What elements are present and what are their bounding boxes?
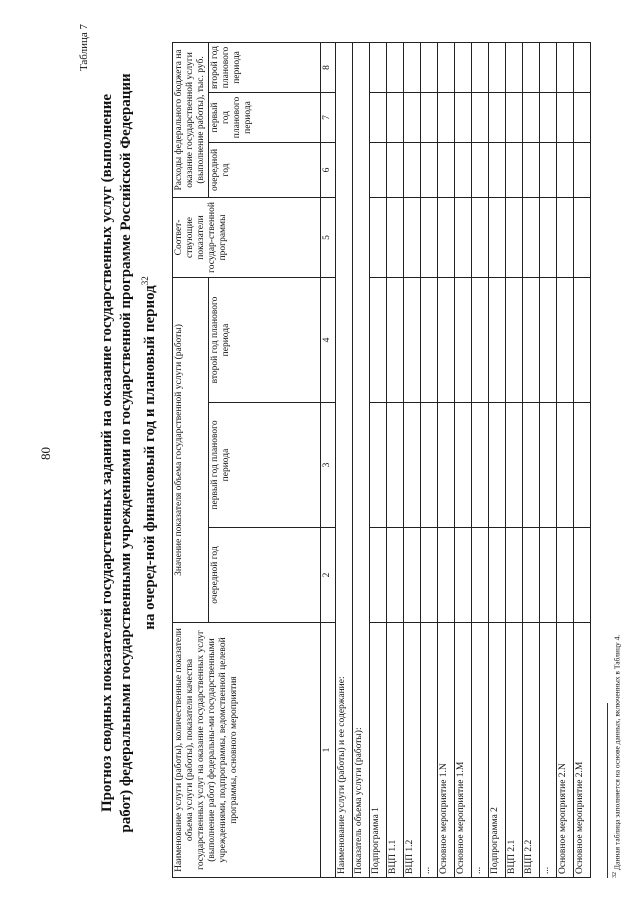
empty-cell (489, 197, 506, 277)
table-row (523, 42, 540, 877)
column-number: 2 (321, 528, 336, 623)
empty-cell (455, 403, 472, 528)
empty-cell (557, 403, 574, 528)
empty-cell (506, 142, 523, 197)
table-row (489, 42, 506, 877)
empty-cell (523, 197, 540, 277)
empty-cell (438, 42, 455, 92)
row-label: ... (540, 623, 557, 878)
empty-cell (370, 42, 387, 92)
empty-cell (370, 528, 387, 623)
footnote-mark: 32 (612, 872, 618, 878)
empty-cell (540, 142, 557, 197)
column-number-row (321, 42, 336, 877)
empty-cell (557, 197, 574, 277)
empty-cell (574, 277, 591, 402)
row-label: ВЦП 2.1 (506, 623, 523, 878)
empty-cell (455, 142, 472, 197)
empty-cell (506, 528, 523, 623)
empty-cell (387, 403, 404, 528)
empty-cell (438, 528, 455, 623)
empty-cell (370, 403, 387, 528)
empty-cell (455, 277, 472, 402)
empty-cell (489, 528, 506, 623)
empty-cell (523, 403, 540, 528)
empty-cell (540, 403, 557, 528)
row-label: Основное мероприятие 1.N (438, 623, 455, 878)
empty-cell (574, 528, 591, 623)
empty-cell (438, 142, 455, 197)
empty-cell (506, 277, 523, 402)
header-volume-group: Значение показателя объема государственной услуги (работы) (173, 277, 209, 622)
column-number: 3 (321, 403, 336, 528)
empty-cell (472, 42, 489, 92)
title-footnote-mark: 32 (140, 276, 150, 286)
empty-cell (387, 42, 404, 92)
header-expense-current-year: очередной год (209, 142, 321, 197)
table-row (574, 42, 591, 877)
table-row (438, 42, 455, 877)
empty-cell (557, 142, 574, 197)
column-number: 5 (321, 197, 336, 277)
empty-cell (421, 403, 438, 528)
empty-cell (489, 42, 506, 92)
row-label: ВЦП 1.1 (387, 623, 404, 878)
title-text: Прогноз сводных показателей государственных заданий на оказание государственных услуг (выполнение работ) федеральными государственными учреждениями по государственной программе Российской Федерации на очеред-ной финансовый год и плановый период (99, 73, 158, 833)
empty-cell (489, 277, 506, 402)
empty-cell (421, 277, 438, 402)
row-label: ВЦП 2.2 (523, 623, 540, 878)
table-row (506, 42, 523, 877)
table-row (336, 42, 353, 877)
header-name-indicators: Наименование услуги (работы), количественные показатели объема услуги (работы), показатели качества государственных услуг на оказание государственных услуг (выполнение работ) федеральны-ми государственными учреждениями, подпрограммы, ведомственной целевой программы, основного мероприятия (173, 623, 321, 878)
table-reference: Таблица 7 (78, 24, 90, 72)
row-label: Показатель объема услуги (работы): (353, 42, 370, 877)
row-label: Основное мероприятие 2.N (557, 623, 574, 878)
empty-cell (404, 42, 421, 92)
empty-cell (489, 403, 506, 528)
empty-cell (557, 92, 574, 142)
empty-cell (506, 197, 523, 277)
empty-cell (557, 528, 574, 623)
empty-cell (472, 197, 489, 277)
row-label: ... (421, 623, 438, 878)
empty-cell (540, 277, 557, 402)
row-label: Основное мероприятие 1.M (455, 623, 472, 878)
header-volume-current-year: очередной год (209, 528, 321, 623)
table-row (455, 42, 472, 877)
row-label: Подпрограмма 2 (489, 623, 506, 878)
header-volume-first-plan-year: первый год планового периода (209, 403, 321, 528)
column-number: 4 (321, 277, 336, 402)
empty-cell (438, 277, 455, 402)
table-row (404, 42, 421, 877)
footnote (612, 635, 622, 878)
column-number: 8 (321, 42, 336, 92)
column-number: 6 (321, 142, 336, 197)
empty-cell (455, 528, 472, 623)
empty-cell (387, 528, 404, 623)
empty-cell (523, 42, 540, 92)
row-label: Наименование услуги (работы) и ее содержание: (336, 42, 353, 877)
empty-cell (438, 197, 455, 277)
empty-cell (404, 277, 421, 402)
empty-cell (540, 42, 557, 92)
row-label: ВЦП 1.2 (404, 623, 421, 878)
empty-cell (370, 277, 387, 402)
row-label: Подпрограмма 1 (370, 623, 387, 878)
column-number: 7 (321, 92, 336, 142)
empty-cell (387, 142, 404, 197)
empty-cell (370, 197, 387, 277)
empty-cell (421, 528, 438, 623)
empty-cell (387, 92, 404, 142)
empty-cell (472, 142, 489, 197)
empty-cell (472, 528, 489, 623)
table-row (353, 42, 370, 877)
empty-cell (370, 92, 387, 142)
empty-cell (455, 42, 472, 92)
empty-cell (523, 142, 540, 197)
empty-cell (472, 277, 489, 402)
empty-cell (506, 92, 523, 142)
empty-cell (574, 92, 591, 142)
empty-cell (540, 92, 557, 142)
row-label: ... (472, 623, 489, 878)
page-number: 80 (38, 447, 53, 460)
empty-cell (489, 92, 506, 142)
header-expenses-group: Расходы федерального бюджета на оказание государственной услуги (выполнение работы), тыс. руб. (173, 42, 209, 197)
empty-cell (523, 528, 540, 623)
table-row (370, 42, 387, 877)
empty-cell (438, 403, 455, 528)
empty-cell (404, 142, 421, 197)
table-row (421, 42, 438, 877)
empty-cell (404, 92, 421, 142)
empty-cell (540, 528, 557, 623)
footnote-text: Данная таблица заполняется на основе данных, включенных в Таблицу 4. (612, 634, 622, 871)
empty-cell (404, 528, 421, 623)
document-title (98, 73, 160, 833)
empty-cell (421, 142, 438, 197)
row-label: Основное мероприятие 2.M (574, 623, 591, 878)
empty-cell (523, 92, 540, 142)
empty-cell (489, 142, 506, 197)
table-row (472, 42, 489, 877)
empty-cell (574, 142, 591, 197)
empty-cell (540, 197, 557, 277)
empty-cell (421, 42, 438, 92)
table-row (387, 42, 404, 877)
empty-cell (574, 42, 591, 92)
empty-cell (557, 42, 574, 92)
table-row (557, 42, 574, 877)
empty-cell (574, 403, 591, 528)
empty-cell (557, 277, 574, 402)
empty-cell (574, 197, 591, 277)
footnote-separator (607, 703, 608, 878)
forecast-table (172, 42, 591, 878)
empty-cell (506, 42, 523, 92)
empty-cell (387, 277, 404, 402)
empty-cell (472, 403, 489, 528)
empty-cell (506, 403, 523, 528)
empty-cell (370, 142, 387, 197)
empty-cell (455, 92, 472, 142)
header-expense-second-plan-year: второй год планового периода (209, 42, 321, 92)
empty-cell (523, 277, 540, 402)
empty-cell (404, 403, 421, 528)
empty-cell (404, 197, 421, 277)
column-number: 1 (321, 623, 336, 878)
empty-cell (421, 92, 438, 142)
header-volume-second-plan-year: второй год планового периода (209, 277, 321, 402)
empty-cell (472, 92, 489, 142)
header-expense-first-plan-year: первый год планового периода (209, 92, 321, 142)
header-corresponding-indicators: Соответ-ствующие показатели государ-ственной программы (173, 197, 321, 277)
table-row (540, 42, 557, 877)
empty-cell (421, 197, 438, 277)
empty-cell (387, 197, 404, 277)
empty-cell (455, 197, 472, 277)
empty-cell (438, 92, 455, 142)
